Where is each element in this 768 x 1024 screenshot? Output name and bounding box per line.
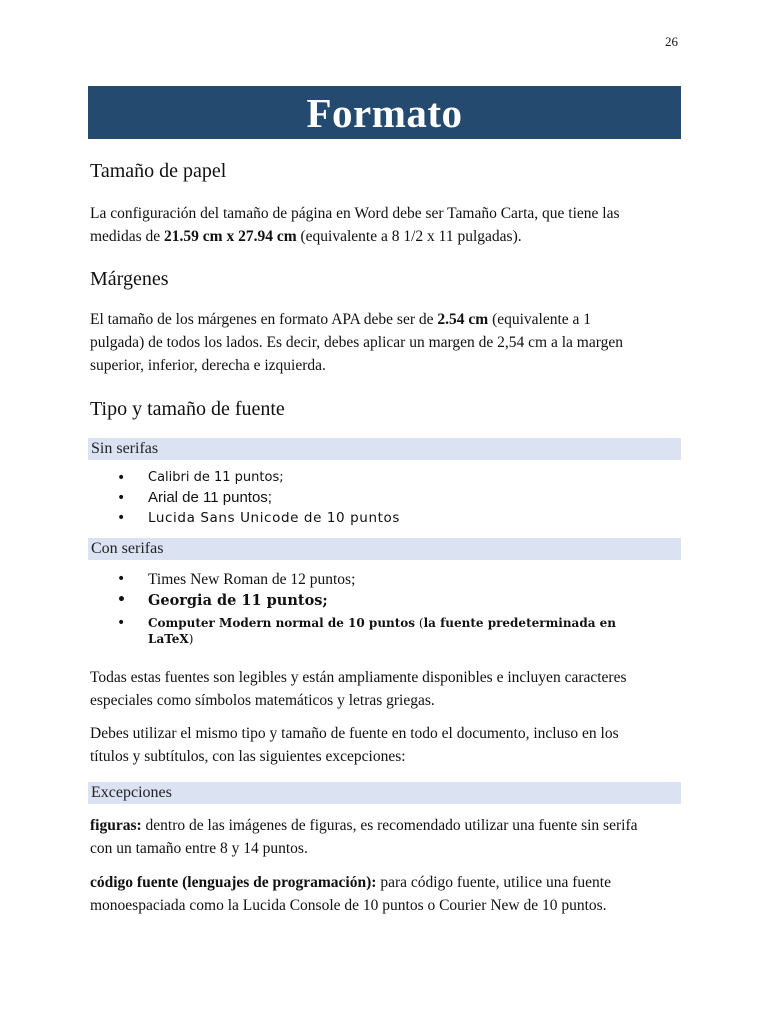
code-text: para código fuente, utilice una fuente (376, 874, 611, 891)
fonts-legible-paragraph (90, 666, 680, 712)
paper-size-paragraph (90, 202, 680, 248)
para1-line-2: especiales como símbolos matemáticos y letras griegas. (90, 692, 435, 709)
paper-text-tail: (equivalente a 8 1/2 x 11 pulgadas). (296, 228, 522, 245)
code-line-1 (90, 871, 680, 894)
paper-line-1: La configuración del tamaño de página en Word debe ser Tamaño Carta, que tiene las (90, 205, 620, 222)
margins-text-tail: (equivalente a 1 (488, 311, 592, 328)
margins-line-3: superior, inferior, derecha e izquierda. (90, 357, 326, 374)
cm-latex: LaTeX (148, 632, 189, 646)
title-banner (88, 86, 681, 139)
cm-note: la fuente predeterminada en (423, 616, 617, 630)
margins-text: El tamaño de los márgenes en formato APA debe ser de (90, 311, 438, 328)
para2-line-2: títulos y subtítulos, con las siguientes excepciones: (90, 748, 406, 765)
cm-name: Computer Modern normal de 10 puntos (148, 616, 416, 630)
cm-line-2 (148, 631, 616, 647)
list-item: • Georgia de 11 puntos; (117, 590, 616, 611)
same-font-paragraph (90, 722, 680, 768)
band-sans-serif: Sin serifas (88, 438, 681, 460)
serif-list (117, 569, 616, 647)
list-item-computer-modern (117, 615, 616, 647)
sans-serif-list (117, 468, 400, 528)
para2-line-1: Debes utilizar el mismo tipo y tamaño de fuente en todo el documento, incluso en los (90, 725, 619, 742)
heading-margins: Márgenes (90, 268, 169, 290)
list-item: • Lucida Sans Unicode de 10 puntos (117, 508, 400, 528)
margins-line-2: pulgada) de todos los lados. Es decir, debes aplicar un margen de 2,54 cm a la margen (90, 334, 623, 351)
page-number: 26 (665, 34, 678, 49)
figures-text: dentro de las imágenes de figuras, es recomendado utilizar una fuente sin serifa (141, 817, 638, 834)
figures-paragraph (90, 814, 680, 860)
para1-line-1: Todas estas fuentes son legibles y están ampliamente disponibles e incluyen caracteres (90, 669, 627, 686)
list-item: • Times New Roman de 12 puntos; (117, 569, 616, 590)
margins-line-1 (90, 308, 680, 331)
list-item: • Calibri de 11 puntos; (117, 468, 400, 488)
margin-size: 2.54 cm (437, 311, 489, 328)
code-label: código fuente (lenguajes de programación): (90, 874, 377, 891)
figures-line-2: con un tamaño entre 8 y 14 puntos. (90, 840, 308, 857)
paper-text: medidas de (90, 228, 165, 245)
cm-close: ) (188, 632, 194, 646)
cm-paren: ( (415, 616, 424, 630)
page-title: Formato (306, 89, 463, 136)
cm-line-1 (148, 615, 616, 631)
band-serif: Con serifas (88, 538, 681, 560)
list-item: • Arial de 11 puntos; (117, 488, 400, 508)
heading-font: Tipo y tamaño de fuente (90, 398, 285, 420)
paper-dimensions: 21.59 cm x 27.94 cm (164, 228, 297, 245)
paper-line-2 (90, 225, 680, 248)
figures-label: figuras: (90, 817, 142, 834)
source-code-paragraph (90, 871, 680, 917)
figures-line-1 (90, 814, 680, 837)
margins-paragraph (90, 308, 680, 377)
code-line-2: monoespaciada como la Lucida Console de 10 puntos o Courier New de 10 puntos. (90, 897, 607, 914)
band-exceptions: Excepciones (88, 782, 681, 804)
heading-paper-size: Tamaño de papel (90, 160, 227, 182)
